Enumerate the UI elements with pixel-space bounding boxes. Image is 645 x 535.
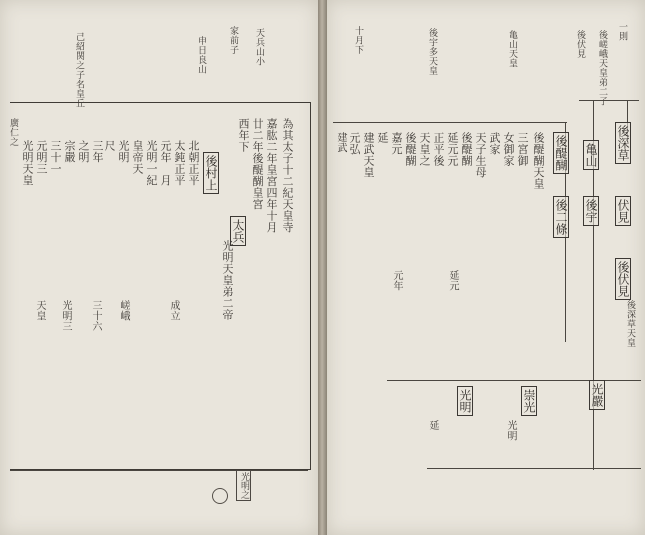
- text-column: 皇帝天: [131, 140, 144, 175]
- text-column: 太鈍正平: [173, 140, 186, 186]
- tree-line: [333, 122, 567, 123]
- margin-note: 家前子: [228, 26, 238, 55]
- seal-stamp: 光明之: [236, 470, 251, 501]
- text-column: 光明三: [60, 300, 71, 332]
- boxed-title: 伏見: [615, 196, 631, 226]
- text-column: 成立: [168, 300, 179, 321]
- right-page: [327, 0, 645, 535]
- tree-line: [579, 100, 639, 101]
- boxed-title: 後伏見: [615, 258, 631, 300]
- text-column: 北朝正平: [187, 140, 200, 186]
- tree-line: [427, 468, 641, 469]
- circle-mark: [212, 488, 228, 504]
- text-column: 嘉肱二年皇宮四年十月: [265, 118, 278, 233]
- text-column: 後醍醐: [404, 132, 417, 167]
- side-note: 廣仁之: [8, 118, 18, 147]
- text-column: 建武天皇: [362, 132, 375, 178]
- boxed-title: 後深草: [615, 122, 631, 164]
- text-column: 廿二年後醍醐皇宮: [251, 118, 264, 210]
- boxed-title: 亀山: [583, 140, 599, 170]
- boxed-title: 後村上: [203, 152, 219, 194]
- side-note: 後深草天皇: [625, 300, 635, 348]
- text-column: 元弘: [348, 132, 361, 155]
- text-column: 宗嚴: [63, 140, 76, 163]
- margin-note: 亀山天皇: [507, 30, 517, 68]
- text-column: 武家: [488, 132, 501, 155]
- text-column: 光明一紀: [145, 140, 158, 186]
- baseline-rule: [10, 470, 308, 471]
- margin-note: 一則: [617, 22, 627, 41]
- text-column: 天皇: [34, 300, 45, 321]
- text-column: 延: [427, 420, 438, 431]
- text-column: 嵯峨: [118, 300, 129, 321]
- text-column: 光明: [505, 420, 516, 441]
- margin-note: 己紹関之子名皇丘: [74, 32, 84, 108]
- boxed-title: 光明: [457, 386, 473, 416]
- margin-note: 申日良山: [196, 36, 206, 74]
- text-column: 女御家: [502, 132, 515, 167]
- text-column: 延元元: [446, 132, 459, 167]
- margin-note: 後宇多天皇: [427, 28, 437, 76]
- book-gutter: [318, 0, 327, 535]
- boxed-title: 後醍醐: [553, 132, 569, 174]
- text-column: 之明: [77, 140, 90, 163]
- text-column: 三十六: [90, 300, 101, 332]
- text-column: 元年 月: [159, 140, 172, 186]
- text-column: 三年: [91, 140, 104, 163]
- text-column: 天皇之: [418, 132, 431, 167]
- boxed-title: 太兵: [230, 216, 246, 246]
- text-column: 正平後: [432, 132, 445, 167]
- text-column: 延: [376, 132, 389, 144]
- margin-note: 十月下: [353, 26, 363, 55]
- text-column: 後醍醐天皇: [532, 132, 545, 190]
- boxed-title: 崇光: [521, 386, 537, 416]
- text-column: 光明天皇弟二帝: [221, 240, 234, 321]
- text-column: 建武: [335, 132, 346, 153]
- text-column: 後醍醐: [460, 132, 473, 167]
- boxed-title: 後二條: [553, 196, 569, 238]
- boxed-title: 光嚴: [589, 380, 605, 410]
- text-column: 延元: [447, 270, 458, 291]
- text-column: 三十一: [49, 140, 62, 175]
- text-column: 西年下: [237, 118, 250, 153]
- margin-note: 後伏見: [575, 30, 585, 59]
- text-column: 為其太子十二紀天皇寺: [281, 118, 294, 233]
- boxed-title: 後宇: [583, 196, 599, 226]
- text-column: 元明三: [35, 140, 48, 175]
- text-column: 三宮御: [516, 132, 529, 167]
- margin-note: 後嵯峨天皇弟二子: [597, 30, 607, 106]
- text-column: 光明: [117, 140, 130, 163]
- text-column: 光明天皇: [21, 140, 34, 186]
- margin-note: 天兵山小: [254, 28, 264, 66]
- text-column: 尺: [103, 140, 116, 152]
- text-column: 天子生母: [474, 132, 487, 178]
- text-column: 嘉元: [390, 132, 403, 155]
- text-column: 元年: [391, 270, 402, 291]
- left-page: [0, 0, 318, 535]
